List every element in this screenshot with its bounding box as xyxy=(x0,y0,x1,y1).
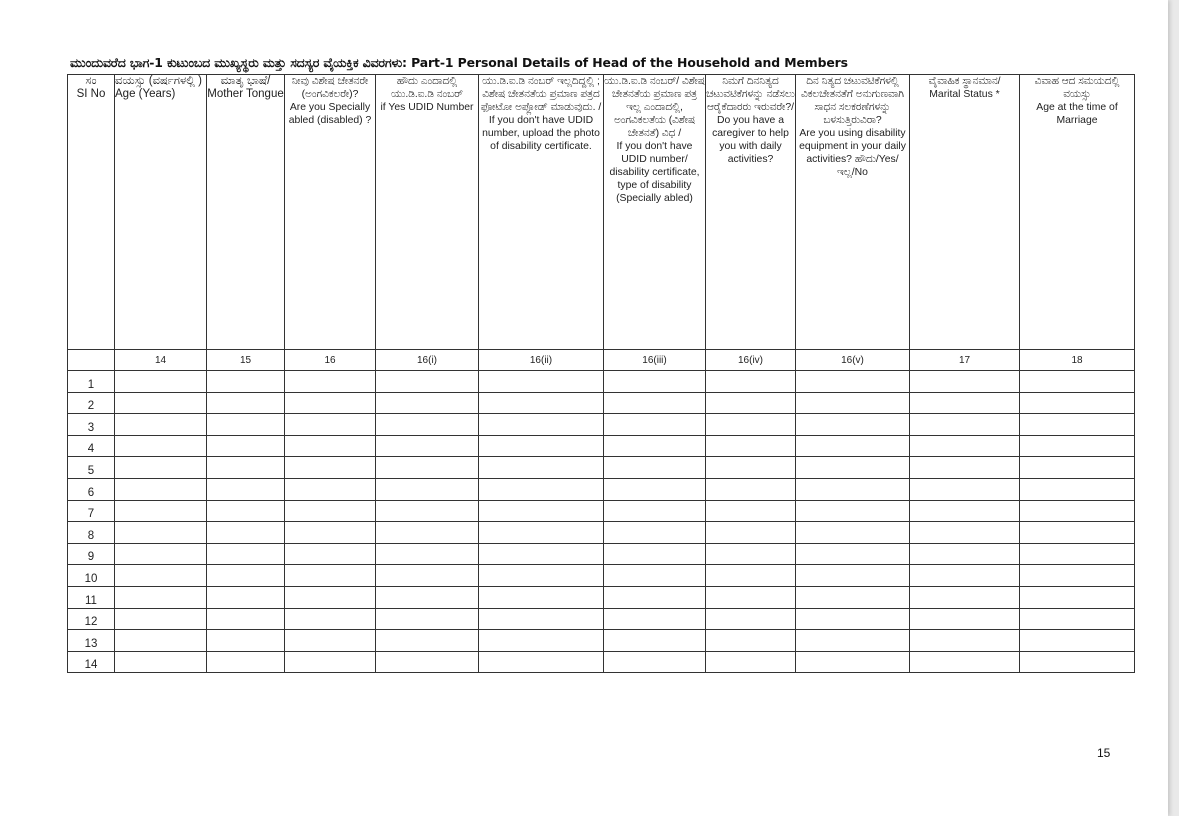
table-row xyxy=(68,500,1135,522)
entry-cell[interactable] xyxy=(115,608,207,630)
entry-cell[interactable] xyxy=(1020,435,1135,457)
entry-cell[interactable] xyxy=(910,500,1020,522)
entry-cell[interactable] xyxy=(479,414,604,436)
entry-cell[interactable] xyxy=(706,457,796,479)
row-serial-number: 5 xyxy=(68,457,115,479)
entry-cell[interactable] xyxy=(706,435,796,457)
entry-cell[interactable] xyxy=(479,500,604,522)
entry-cell[interactable] xyxy=(115,478,207,500)
col-header-kannada: ವೈವಾಹಿಕ ಸ್ಥಾನಮಾನ/ xyxy=(928,76,1001,87)
row-serial-number: 7 xyxy=(68,500,115,522)
entry-cell[interactable] xyxy=(479,392,604,414)
section-heading: ಮುಂದುವರೆದ ಭಾಗ-1 ಕುಟುಂಬದ ಮುಖ್ಯಸ್ಥರು ಮತ್ತು ಸದಸ್ಯರ ವೈಯಕ್ತಿಕ ವಿವರಗಳು: Part-1 Personal Details of Head of the Household and Members xyxy=(70,55,848,70)
col-header-kannada: ವಿವಾಹ ಆದ ಸಮಯದಲ್ಲಿ ವಯಸ್ಸು xyxy=(1034,76,1120,100)
column-number: 15 xyxy=(207,350,285,371)
entry-cell[interactable] xyxy=(285,435,376,457)
entry-cell[interactable] xyxy=(1020,500,1135,522)
entry-cell[interactable] xyxy=(604,478,706,500)
column-number: 16(ii) xyxy=(479,350,604,371)
entry-cell[interactable] xyxy=(1020,608,1135,630)
column-number: 14 xyxy=(115,350,207,371)
entry-cell[interactable] xyxy=(376,414,479,436)
entry-cell[interactable] xyxy=(285,630,376,652)
entry-cell[interactable] xyxy=(376,371,479,393)
column-number: 16(iii) xyxy=(604,350,706,371)
col-header-disability-equipment xyxy=(796,75,910,350)
table-row xyxy=(68,371,1135,393)
row-serial-number: 9 xyxy=(68,543,115,565)
entry-cell[interactable] xyxy=(115,392,207,414)
entry-cell[interactable] xyxy=(604,651,706,673)
entry-cell[interactable] xyxy=(910,478,1020,500)
entry-cell[interactable] xyxy=(285,392,376,414)
column-number-row xyxy=(68,350,1135,371)
entry-cell[interactable] xyxy=(207,478,285,500)
entry-cell[interactable] xyxy=(706,586,796,608)
entry-cell[interactable] xyxy=(207,457,285,479)
col-header-certificate-upload xyxy=(479,75,604,350)
entry-cell[interactable] xyxy=(910,565,1020,587)
column-number: 16(iv) xyxy=(706,350,796,371)
entry-cell[interactable] xyxy=(1020,371,1135,393)
entry-cell[interactable] xyxy=(796,478,910,500)
table-row xyxy=(68,651,1135,673)
entry-cell[interactable] xyxy=(207,522,285,544)
entry-cell[interactable] xyxy=(796,500,910,522)
entry-cell[interactable] xyxy=(376,586,479,608)
entry-cell[interactable] xyxy=(796,457,910,479)
col-header-kannada: ದಿನ ನಿತ್ಯದ ಚಟುವಟಿಕೆಗಳಲ್ಲಿ ವಿಕಲಚೇತನತೆಗೆ ಅನುಗುಣವಾಗಿ ಸಾಧನ ಸಲಕರಣೆಗಳನ್ನು ಬಳಸುತ್ತಿರುವಿರಾ? xyxy=(801,76,904,126)
entry-cell[interactable] xyxy=(706,371,796,393)
entry-cell[interactable] xyxy=(285,522,376,544)
row-serial-number: 8 xyxy=(68,522,115,544)
col-header-kannada: ಯು.ಡಿ.ಐ.ಡಿ ನಂಬರ್ ಇಲ್ಲದಿದ್ದಲ್ಲಿ ; ವಿಶೇಷ ಚೇತನತೆಯ ಪ್ರಮಾಣ ಪತ್ರದ ಫೋಟೋ ಅಪ್ಲೋಡ್ ಮಾಡುವುದು. / xyxy=(480,76,602,113)
entry-cell[interactable] xyxy=(115,500,207,522)
col-header-caregiver xyxy=(706,75,796,350)
column-number: 16(v) xyxy=(796,350,910,371)
entry-cell[interactable] xyxy=(1020,543,1135,565)
col-header-kannada: ಹೌದು ಎಂದಾದಲ್ಲಿ ಯು.ಡಿ.ಐ.ಡಿ ನಂಬರ್ xyxy=(390,76,464,100)
entry-cell[interactable] xyxy=(910,392,1020,414)
table-row xyxy=(68,478,1135,500)
table-row xyxy=(68,392,1135,414)
entry-cell[interactable] xyxy=(115,371,207,393)
entry-cell[interactable] xyxy=(1020,457,1135,479)
entry-cell[interactable] xyxy=(285,478,376,500)
col-header-english: Mother Tongue xyxy=(207,88,284,100)
entry-cell[interactable] xyxy=(910,371,1020,393)
entry-cell[interactable] xyxy=(706,500,796,522)
entry-cell[interactable] xyxy=(376,651,479,673)
entry-cell[interactable] xyxy=(115,543,207,565)
row-serial-number: 1 xyxy=(68,371,115,393)
entry-cell[interactable] xyxy=(207,371,285,393)
entry-cell[interactable] xyxy=(207,651,285,673)
row-serial-number: 13 xyxy=(68,630,115,652)
table-row xyxy=(68,565,1135,587)
entry-cell[interactable] xyxy=(910,435,1020,457)
entry-cell[interactable] xyxy=(376,435,479,457)
entry-cell[interactable] xyxy=(479,630,604,652)
table-row xyxy=(68,586,1135,608)
entry-cell[interactable] xyxy=(706,478,796,500)
entry-cell[interactable] xyxy=(706,630,796,652)
entry-cell[interactable] xyxy=(285,565,376,587)
entry-cell[interactable] xyxy=(796,565,910,587)
entry-cell[interactable] xyxy=(1020,478,1135,500)
entry-cell[interactable] xyxy=(115,651,207,673)
row-serial-number: 12 xyxy=(68,608,115,630)
entry-cell[interactable] xyxy=(479,586,604,608)
entry-cell[interactable] xyxy=(796,522,910,544)
col-header-kannada: ಸಂ xyxy=(85,75,97,87)
entry-cell[interactable] xyxy=(910,522,1020,544)
entry-cell[interactable] xyxy=(796,435,910,457)
row-serial-number: 14 xyxy=(68,651,115,673)
column-number: 16 xyxy=(285,350,376,371)
entry-cell[interactable] xyxy=(1020,392,1135,414)
data-rows xyxy=(68,371,1135,673)
entry-cell[interactable] xyxy=(479,478,604,500)
entry-cell[interactable] xyxy=(285,414,376,436)
entry-cell[interactable] xyxy=(910,608,1020,630)
entry-cell[interactable] xyxy=(1020,651,1135,673)
col-header-kannada: ವಯಸ್ಸು (ವರ್ಷಗಳಲ್ಲಿ ) xyxy=(115,75,202,87)
table-row xyxy=(68,522,1135,544)
col-header-kannada: ಮಾತೃ ಭಾಷೆ/ xyxy=(220,75,271,87)
entry-cell[interactable] xyxy=(910,651,1020,673)
row-serial-number: 6 xyxy=(68,478,115,500)
entry-cell[interactable] xyxy=(285,500,376,522)
row-serial-number: 10 xyxy=(68,565,115,587)
column-number: 18 xyxy=(1020,350,1135,371)
entry-cell[interactable] xyxy=(207,435,285,457)
entry-cell[interactable] xyxy=(706,543,796,565)
col-header-specially-abled xyxy=(285,75,376,350)
entry-cell[interactable] xyxy=(604,565,706,587)
entry-cell[interactable] xyxy=(1020,630,1135,652)
col-header-kannada: ನಿಮಗೆ ದಿನನಿತ್ಯದ ಚಟುವಟಿಕೆಗಳನ್ನು ನಡೆಸಲು ಆರೈಕೆದಾರರು ಇರುವರೇ?/ xyxy=(706,76,795,113)
entry-cell[interactable] xyxy=(796,414,910,436)
col-header-marital-status xyxy=(910,75,1020,350)
entry-cell[interactable] xyxy=(796,392,910,414)
entry-cell[interactable] xyxy=(479,608,604,630)
entry-cell[interactable] xyxy=(376,478,479,500)
table-row xyxy=(68,435,1135,457)
entry-cell[interactable] xyxy=(207,414,285,436)
entry-cell[interactable] xyxy=(910,630,1020,652)
entry-cell[interactable] xyxy=(796,630,910,652)
row-serial-number: 3 xyxy=(68,414,115,436)
entry-cell[interactable] xyxy=(285,586,376,608)
col-header-english: Are you using disability equipment in your daily activities? ಹೌದು/Yes/ಇಲ್ಲ/No xyxy=(799,128,906,178)
entry-cell[interactable] xyxy=(376,543,479,565)
entry-cell[interactable] xyxy=(604,586,706,608)
entry-cell[interactable] xyxy=(479,565,604,587)
row-serial-number: 2 xyxy=(68,392,115,414)
entry-cell[interactable] xyxy=(115,435,207,457)
col-header-english: SI No xyxy=(76,88,106,100)
entry-cell[interactable] xyxy=(376,392,479,414)
entry-cell[interactable] xyxy=(207,565,285,587)
entry-cell[interactable] xyxy=(376,500,479,522)
col-header-english: Marital Status * xyxy=(929,89,1000,100)
entry-cell[interactable] xyxy=(376,522,479,544)
col-header-disability-type xyxy=(604,75,706,350)
col-header-english: if Yes UDID Number xyxy=(380,102,474,113)
col-header-english: If you don't have UDID number/ disability certificate, type of disability (Specially abled) xyxy=(609,141,700,204)
entry-cell[interactable] xyxy=(796,371,910,393)
entry-cell[interactable] xyxy=(207,630,285,652)
entry-cell[interactable] xyxy=(910,414,1020,436)
entry-cell[interactable] xyxy=(604,500,706,522)
entry-cell[interactable] xyxy=(796,543,910,565)
entry-cell[interactable] xyxy=(285,543,376,565)
entry-cell[interactable] xyxy=(796,651,910,673)
col-header-english: Age at the time of Marriage xyxy=(1036,102,1118,126)
entry-cell[interactable] xyxy=(115,522,207,544)
entry-cell[interactable] xyxy=(376,608,479,630)
entry-cell[interactable] xyxy=(1020,565,1135,587)
member-details-table xyxy=(67,74,1135,673)
col-header-age-at-marriage xyxy=(1020,75,1135,350)
entry-cell[interactable] xyxy=(207,500,285,522)
col-header-udid-number xyxy=(376,75,479,350)
entry-cell[interactable] xyxy=(604,435,706,457)
entry-cell[interactable] xyxy=(706,651,796,673)
row-serial-number: 4 xyxy=(68,435,115,457)
col-header-english: Age (Years) xyxy=(115,88,176,100)
column-number: 16(i) xyxy=(376,350,479,371)
entry-cell[interactable] xyxy=(285,651,376,673)
entry-cell[interactable] xyxy=(115,457,207,479)
entry-cell[interactable] xyxy=(1020,586,1135,608)
entry-cell[interactable] xyxy=(604,414,706,436)
entry-cell[interactable] xyxy=(796,608,910,630)
entry-cell[interactable] xyxy=(115,414,207,436)
entry-cell[interactable] xyxy=(706,414,796,436)
table-row xyxy=(68,630,1135,652)
entry-cell[interactable] xyxy=(479,371,604,393)
page-number: 15 xyxy=(1097,746,1111,760)
entry-cell[interactable] xyxy=(285,457,376,479)
entry-cell[interactable] xyxy=(706,608,796,630)
column-number xyxy=(68,350,115,371)
entry-cell[interactable] xyxy=(796,586,910,608)
entry-cell[interactable] xyxy=(910,543,1020,565)
entry-cell[interactable] xyxy=(115,630,207,652)
col-header-english: If you don't have UDID number, upload the photo of disability certificate. xyxy=(482,115,600,152)
entry-cell[interactable] xyxy=(604,522,706,544)
col-header-kannada: ಯು.ಡಿ.ಐ.ಡಿ ನಂಬರ್/ ವಿಶೇಷ ಚೇತನತೆಯ ಪ್ರಮಾಣ ಪತ್ರ ಇಲ್ಲ ಎಂದಾದಲ್ಲಿ, ಅಂಗವಿಕಲತೆಯ (ವಿಶೇಷ ಚೇತನತೆ) ವಿಧ / xyxy=(604,76,705,139)
entry-cell[interactable] xyxy=(479,435,604,457)
entry-cell[interactable] xyxy=(604,457,706,479)
entry-cell[interactable] xyxy=(479,543,604,565)
col-header-sl-no xyxy=(68,75,115,350)
table-row xyxy=(68,414,1135,436)
column-number: 17 xyxy=(910,350,1020,371)
col-header-mother-tongue xyxy=(207,75,285,350)
entry-cell[interactable] xyxy=(207,586,285,608)
table-row xyxy=(68,543,1135,565)
col-header-english: Are you Specially abled (disabled) ? xyxy=(288,102,372,126)
entry-cell[interactable] xyxy=(115,565,207,587)
entry-cell[interactable] xyxy=(376,457,479,479)
entry-cell[interactable] xyxy=(376,630,479,652)
table-row xyxy=(68,608,1135,630)
col-header-english: Do you have a caregiver to help you with daily activities? xyxy=(712,115,789,165)
entry-cell[interactable] xyxy=(479,522,604,544)
entry-cell[interactable] xyxy=(207,392,285,414)
entry-cell[interactable] xyxy=(706,565,796,587)
col-header-kannada: ನೀವು ವಿಶೇಷ ಚೇತನರೇ (ಅಂಗವಿಕಲರೇ)? xyxy=(291,76,369,100)
entry-cell[interactable] xyxy=(376,565,479,587)
entry-cell[interactable] xyxy=(604,608,706,630)
col-header-age xyxy=(115,75,207,350)
table-row xyxy=(68,457,1135,479)
entry-cell[interactable] xyxy=(604,543,706,565)
entry-cell[interactable] xyxy=(604,371,706,393)
entry-cell[interactable] xyxy=(604,630,706,652)
row-serial-number: 11 xyxy=(68,586,115,608)
entry-cell[interactable] xyxy=(207,543,285,565)
entry-cell[interactable] xyxy=(706,522,796,544)
entry-cell[interactable] xyxy=(479,651,604,673)
entry-cell[interactable] xyxy=(207,608,285,630)
entry-cell[interactable] xyxy=(1020,522,1135,544)
entry-cell[interactable] xyxy=(910,586,1020,608)
entry-cell[interactable] xyxy=(479,457,604,479)
entry-cell[interactable] xyxy=(910,457,1020,479)
entry-cell[interactable] xyxy=(604,392,706,414)
entry-cell[interactable] xyxy=(285,608,376,630)
header-row xyxy=(68,75,1135,350)
entry-cell[interactable] xyxy=(285,371,376,393)
entry-cell[interactable] xyxy=(1020,414,1135,436)
entry-cell[interactable] xyxy=(706,392,796,414)
entry-cell[interactable] xyxy=(115,586,207,608)
